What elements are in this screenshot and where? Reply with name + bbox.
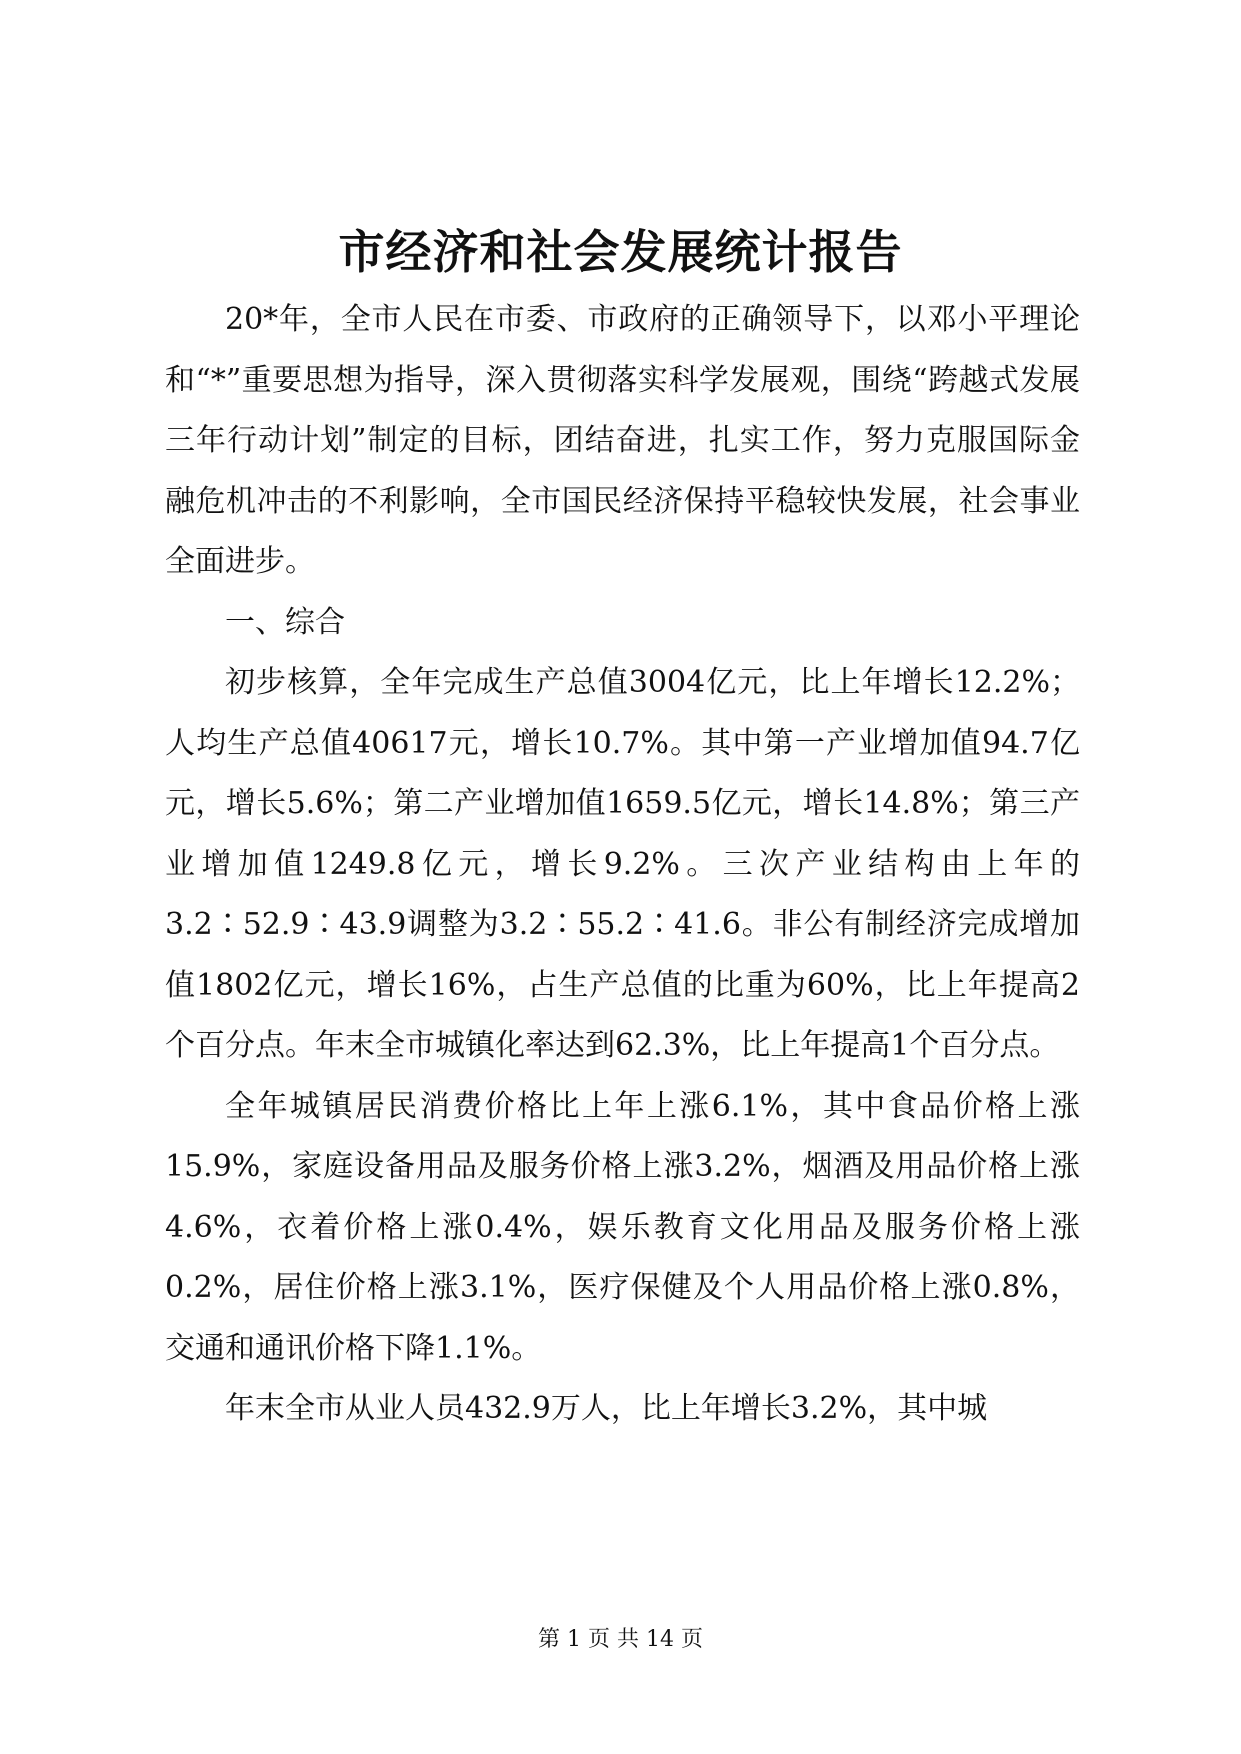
paragraph-intro: 20*年，全市人民在市委、市政府的正确领导下，以邓小平理论和“*”重要思想为指导，深入贯彻落实科学发展观，围绕“跨越式发展三年行动计划”制定的目标，团结奋进，扎实工作，努力克服国际金融危机冲击的不利影响，全市国民经济保持平稳较快发展，社会事业全面进步。 <box>165 302 1080 579</box>
paragraph-employment: 年末全市从业人员432.9万人，比上年增长3.2%，其中城 <box>225 1391 988 1426</box>
paragraph-prices: 全年城镇居民消费价格比上年上涨6.1%，其中食品价格上涨15.9%，家庭设备用品及服务价格上涨3.2%，烟酒及用品价格上涨4.6%，衣着价格上涨0.4%，娱乐教育文化用品及服务价格上涨0.2%，居住价格上涨3.1%，医疗保健及个人用品价格上涨0.8%，交通和通讯价格下降1.1%。 <box>165 1088 1080 1366</box>
document-title: 市经济和社会发展统计报告 <box>338 225 903 279</box>
document-body <box>165 290 1080 1440</box>
section-heading-summary: 一、综合 <box>225 604 345 640</box>
paragraph-gdp: 初步核算，全年完成生产总值3004亿元，比上年增长12.2%；人均生产总值40617元，增长10.7%。其中第一产业增加值94.7亿元，增长5.6%；第二产业增加值1659.5亿元，增长14.8%；第三产业增加值1249.8亿元，增长9.2%。三次产业结构由上年的3.2∶52.9∶43.9调整为3.2∶55.2∶41.6。非公有制经济完成增加值1802亿元，增长16%，占生产总值的比重为60%，比上年提高2个百分点。年末全市城镇化率达到62.3%，比上年提高1个百分点。 <box>165 665 1080 1063</box>
page-number-footer: 第 1 页 共 14 页 <box>538 1627 703 1652</box>
